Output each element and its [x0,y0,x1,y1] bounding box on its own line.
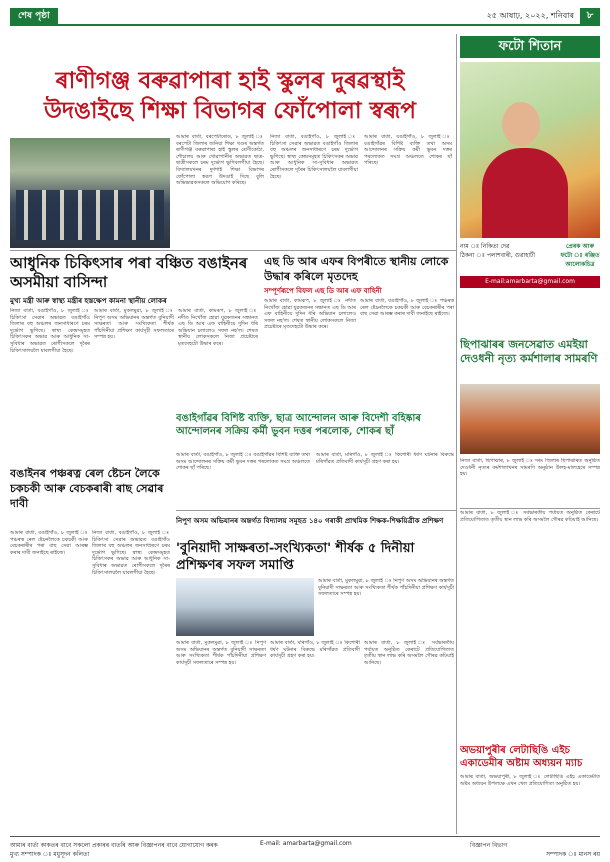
dancer-face [502,102,540,146]
story-subhead-training: নিপুণ অসম অভিযানৰ অন্তৰ্গত বিদ্যালয় সমূহত ১৪০ গৰাকী প্ৰাথমিক শিক্ষক-শিক্ষয়িত্ৰীক প্ৰশিক্ষণ [176,516,444,525]
training-col3 [270,640,360,830]
training-col1 [318,578,454,636]
sdrf-col1 [264,298,356,408]
photo-section [460,36,600,336]
lead-headline [10,66,450,128]
rail-col2 [92,530,170,830]
lead-body-col2 [270,134,358,250]
lead-body-text: আমাৰ বাৰ্তা, বৰপেটাৰোড, ৮ জুলাই ঃ বৰপেটা জিলাৰ জনিয়া শিক্ষা খণ্ডৰ অন্তৰ্গত ৰাণীগঞ্জ বৰুৱাপাৰা হাই স্কুলৰ শ্ৰেণীকোঠা, শৌচালয় আৰু খোৱাপানীৰ অভাৱত ছাত্ৰ-ছাত্ৰীসকলে চৰম দুৰ্ভোগ ভুগিবলগীয়া হৈছে। বিদ্যালয়খনৰ দুৰ্দশাই শিক্ষা বিভাগৰ ফোঁপোলা স্বৰূপ উদঙাই দিছে বুলি অভিভাৱকসকলে অভিযোগ কৰিছে। [176,134,264,187]
caption-credit: প্ৰেৰক আৰু ফটো ঃ ৰঞ্জিত আলোকচিত্ৰ [560,243,600,268]
story-subhead-healthcare: মুখ্য মন্ত্ৰী আৰু স্বাস্থ্য মন্ত্ৰীৰ হস্তক্ষেপ কামনা স্থানীয় লোকৰ [10,296,167,305]
story-body-text: নিজা বাৰ্তা, বঙাইগাঁও, ৮ জুলাই ঃ চিকিৎসা সেৱাৰ অভাৱত বঙাইগাঁও জিলাৰ বহু অঞ্চলৰ জনসাধাৰণে চৰম দুৰ্ভোগ ভুগিছে। স্বাস্থ্য কেন্দ্ৰসমূহত চিকিৎসকৰ অভাৱ আৰু আধুনিক সা-সুবিধাৰ অভাৱত ৰোগীসকলে দূৰৈৰ চিকিৎসালয়লৈ যাবলগীয়া হৈছে। [10,308,90,354]
story-body-text: আমাৰ বাৰ্তা, বঙাইগাঁও, ৮ জুলাই ঃ পঞ্চৰত্ন ৰেল ষ্টেচনলৈকে চকচকী আৰু বেচকৰাৰীৰ পৰা বাছ সেৱা আৰম্ভ কৰাৰ দাবী জনাইছে ৰাইজে। [360,298,454,318]
rail-col1 [10,530,88,830]
dance-body [460,458,600,506]
training-photo [176,578,314,636]
story-headline-abhayapuri: অভয়াপুৰীৰ লেটাছিঙি এইচ একাডেমীৰ অষ্টাম অধ্যয়ন ম্যাচ [460,745,583,769]
story-body-text: আমাৰ বাৰ্তা, মৰিগাঁও, ৮ জুলাই ঃ কিশোৰী ধৰ্ষণ ঘটনাৰ বিৰুদ্ধে মৰিগাঁৱত প্ৰতিবাদী কাৰ্যসূচী গ্ৰহণ কৰা হয়। [316,452,454,465]
story-body-text: আমাৰ বাৰ্তা, মৰিগাঁও, ৮ জুলাই ঃ কিশোৰী ধৰ্ষণ ঘটনাৰ বিৰুদ্ধে মৰিগাঁৱত প্ৰতিবাদী কাৰ্যসূচী গ্ৰহণ কৰা হয়। [270,640,360,660]
story-headline-training: 'বুনিয়াদী সাক্ষৰতা-সংখ্যিকতা' শীৰ্ষক ৫ দিনীয়া প্ৰশিক্ষণৰ সফল সমাপ্তি [176,541,415,573]
sdrf-col2 [360,298,454,408]
story-body-text: আমাৰ বাৰ্তা, মুকলমুৱা, ৮ জুলাই ঃ নিপুণ অসম অভিযানৰ অন্তৰ্গত বুনিয়াদী সাক্ষৰতা আৰু সংখ্যিকতা শীৰ্ষক পাঁচদিনীয়া প্ৰশিক্ষণ কাৰ্যসূচী সফলতাৰে সম্পন্ন হয়। [176,640,266,666]
training-col4 [364,640,454,830]
story-body-text: নিজা বাৰ্তা, ছিপাঝাৰ, ৮ জুলাই ঃ দৰং জিলাৰ ছিপাঝাৰত অনুষ্ঠিত দেওধনী নৃত্যৰ কৰ্মশালাখনৰ সামৰণি অনুষ্ঠান উলহ-মালহেৰে সম্পন্ন হয়। [460,458,600,478]
story-headline-healthcare: আধুনিক চিকিৎসাৰ পৰা বঞ্চিত বঙাইনৰ অসমীয়া বাসিন্দা [10,254,248,291]
story-body-text: নিজা বাৰ্তা, বঙাইগাঁও, ৮ জুলাই ঃ চিকিৎসা সেৱাৰ অভাৱত বঙাইগাঁও জিলাৰ বহু অঞ্চলৰ জনসাধাৰণে চৰম দুৰ্ভোগ ভুগিছে। স্বাস্থ্য কেন্দ্ৰসমূহত চিকিৎসকৰ অভাৱ আৰু আধুনিক সা-সুবিধাৰ অভাৱত ৰোগীসকলে দূৰৈৰ চিকিৎসালয়লৈ যাবলগীয়া হৈছে। [270,134,358,180]
footer-editor: সম্পাদক ঃ মানস ৰয় [546,851,600,858]
lead-photo-students [10,138,170,248]
section-rule [460,508,600,509]
right-column-body [460,510,600,740]
section-rule [10,250,456,251]
lead-body-col1 [176,134,264,250]
dancer-photo [460,62,600,238]
demise-col2 [316,452,454,512]
story-headline-dance: ছিপাঝাৰৰ জনসেৱাত এমইয়া দেওধনী নৃত্য কৰ্মশালাৰ সামৰণি [460,338,598,365]
story-body-text: আমাৰ বাৰ্তা, বঙাইগাঁও, ৮ জুলাই ঃ বঙাইগাঁৱৰ বিশিষ্ট ব্যক্তি তথা অসম আন্দোলনৰ সক্ৰিয় কৰ্মী ভুবন দত্তৰ পৰলোকত সমগ্ৰ অঞ্চলতে শোকৰ ছাঁ পৰিছে। [364,134,452,167]
story-body-text: আমাৰ বাৰ্তা, কামৰূপ, ৮ জুলাই ঃ নদীত নিখোঁজ হোৱা যুৱকজনৰ সন্ধানত এছ ডি আৰ এফ বাহিনীয়ে দুদিন ধৰি অভিযান চলালেও সফল নহ'ল। শেষত স্থানীয় লোকসকলে নিজা প্ৰচেষ্টাৰে মৃতদেহটো উদ্ধাৰ কৰে। [178,308,258,347]
lead-headline-line1: ৰাণীগঞ্জ বৰুৱাপাৰা হাই স্কুলৰ দুৰৱস্থাই [55,67,405,94]
photo-section-title: ফটো শিতান [460,36,600,58]
story-body-text: আমাৰ বাৰ্তা, অভয়াপুৰী, ৮ জুলাই ঃ লেটাছিঙি এইচ একাডেমীত অষ্টম অধ্যয়ন উপলক্ষে এখন খেল প্ৰতিযোগিতা অনুষ্ঠিত হয়। [460,774,600,787]
footer-contact: আমাৰ বাৰ্তা কাকতৰ বাবে সকলো প্ৰকাৰৰ বাতৰি আৰু বিজ্ঞাপনৰ বাবে যোগাযোগ কৰক [10,842,218,849]
training-col2 [176,640,266,830]
caption-place: ঠিকনা ঃ পলাশবাৰী, গুৱাহাটী [460,252,536,259]
story-headline-demise: বঙাইগাঁৱৰ বিশিষ্ট ব্যক্তি, ছাত্ৰ আন্দোলন আৰু বিদেশী বহিষ্কাৰ আন্দোলনৰ সক্ৰিয় কৰ্মী ভুবন দত্তৰ পৰলোক, শোকৰ ছাঁ [176,413,421,437]
photo-caption [460,242,600,272]
demise-col1 [176,452,310,512]
masthead-bar [10,8,600,26]
dancer-dress [482,148,568,238]
section-tab: শেষ পৃষ্ঠা [10,8,58,24]
story-subhead-sdrf: সম্পূৰ্ণৰূপে বিফল এছ ডি আৰ এফ বাহিনী [264,286,382,295]
caption-name: নাম ঃ নিকিতা দেৱ [460,243,510,250]
footer-email: E-mail: amarbarta@gmail.com [260,840,352,847]
story-body-text: আমাৰ বাৰ্তা, ৮ জুলাই ঃ সৰ্বভাৰতীয় পৰ্যায়ত অনুষ্ঠিত কেৰাটে প্ৰতিযোগিতাত তৃতীয় স্থান লাভ কৰি অসমলৈ গৌৰৱ কঢ়িয়াই আনিছে। [460,510,600,523]
dance-photo [460,384,600,454]
dateline: ২৫ আষাঢ়, ২০২২, শনিবাৰ [486,11,574,20]
healthcare-col2 [94,308,174,458]
story-headline-sdrf: এছ ডি আৰ এফৰ বিপৰীতে স্থানীয় লোকে উদ্ধাৰ কৰিলে মৃতদেহ [264,255,449,283]
healthcare-col1 [10,308,90,458]
footer [10,836,600,856]
page-number: ৮ [580,8,600,24]
photo-email: E-mail:amarbarta@gmail.com [460,276,600,288]
students-group [16,190,164,240]
section-rule [176,510,456,511]
story-body-text: আমাৰ বাৰ্তা, বঙাইগাঁও, ৮ জুলাই ঃ বঙাইগাঁৱৰ বিশিষ্ট ব্যক্তি তথা অসম আন্দোলনৰ সক্ৰিয় কৰ্মী ভুবন দত্তৰ পৰলোকত সমগ্ৰ অঞ্চলতে শোকৰ ছাঁ পৰিছে। [176,452,310,472]
story-headline-rail: বঙাইনৰ পঞ্চৰত্ন ৰেল ষ্টেচন লৈকে চকচকী আৰু বেচকৰাৰী ৰাছ সেৱাৰ দাবী [10,467,164,510]
story-body-text: আমাৰ বাৰ্তা, মুকলমুৱা, ৮ জুলাই ঃ নিপুণ অসম অভিযানৰ অন্তৰ্গত বুনিয়াদী সাক্ষৰতা আৰু সংখ্যিকতা শীৰ্ষক পাঁচদিনীয়া প্ৰশিক্ষণ কাৰ্যসূচী সফলতাৰে সম্পন্ন হয়। [94,308,174,341]
footer-chief-editor: মুখ্য সম্পাদক ঃ মধুসূদন কলিতা [10,851,90,858]
story-body-text: আমাৰ বাৰ্তা, বঙাইগাঁও, ৮ জুলাই ঃ পঞ্চৰত্ন ৰেল ষ্টেচনলৈকে চকচকী আৰু বেচকৰাৰীৰ পৰা বাছ সেৱা আৰম্ভ কৰাৰ দাবী জনাইছে ৰাইজে। [10,530,88,556]
abhayapuri-body [460,774,600,830]
lead-headline-line2: উদঙাইছে শিক্ষা বিভাগৰ ফোঁপোলা স্বৰূপ [43,97,417,124]
column-rule [456,34,457,834]
story-body-text: আমাৰ বাৰ্তা, ৮ জুলাই ঃ সৰ্বভাৰতীয় পৰ্যায়ত অনুষ্ঠিত কেৰাটে প্ৰতিযোগিতাত তৃতীয় স্থান লাভ কৰি অসমলৈ গৌৰৱ কঢ়িয়াই আনিছে। [364,640,454,666]
lead-body-col3 [364,134,452,250]
story-body-text: আমাৰ বাৰ্তা, কামৰূপ, ৮ জুলাই ঃ নদীত নিখোঁজ হোৱা যুৱকজনৰ সন্ধানত এছ ডি আৰ এফ বাহিনীয়ে দুদিন ধৰি অভিযান চলালেও সফল নহ'ল। শেষত স্থানীয় লোকসকলে নিজা প্ৰচেষ্টাৰে মৃতদেহটো উদ্ধাৰ কৰে। [264,298,356,331]
story-body-text: নিজা বাৰ্তা, বঙাইগাঁও, ৮ জুলাই ঃ চিকিৎসা সেৱাৰ অভাৱত বঙাইগাঁও জিলাৰ বহু অঞ্চলৰ জনসাধাৰণে চৰম দুৰ্ভোগ ভুগিছে। স্বাস্থ্য কেন্দ্ৰসমূহত চিকিৎসকৰ অভাৱ আৰু আধুনিক সা-সুবিধাৰ অভাৱত ৰোগীসকলে দূৰৈৰ চিকিৎসালয়লৈ যাবলগীয়া হৈছে। [92,530,170,576]
footer-ads: বিজ্ঞাপন বিভাগ [470,842,508,849]
story-body-text: আমাৰ বাৰ্তা, মুকলমুৱা, ৮ জুলাই ঃ নিপুণ অসম অভিযানৰ অন্তৰ্গত বুনিয়াদী সাক্ষৰতা আৰু সংখ্যিকতা শীৰ্ষক পাঁচদিনীয়া প্ৰশিক্ষণ কাৰ্যসূচী সফলতাৰে সম্পন্ন হয়। [318,578,454,598]
